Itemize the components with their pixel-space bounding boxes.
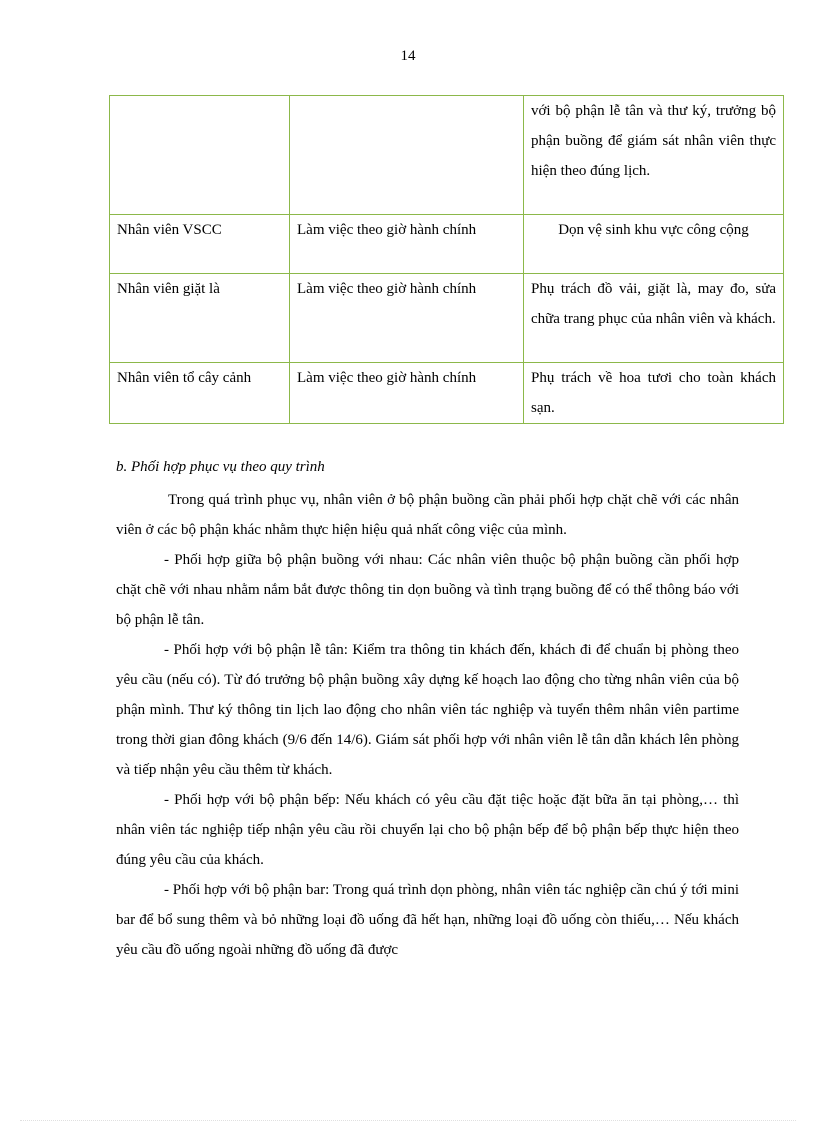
table-row bbox=[110, 96, 784, 215]
role-cell: Nhân viên tổ cây cảnh bbox=[110, 363, 290, 424]
paragraph: - Phối hợp với bộ phận bếp: Nếu khách có yêu cầu đặt tiệc hoặc đặt bữa ăn tại phòng,… thì nhân viên tác nghiệp tiếp nhận yêu cầu rồi chuyển lại cho bộ phận bếp để bộ phận bếp thực hiện theo đúng yêu cầu của khách. bbox=[116, 792, 739, 868]
hours-cell: Làm việc theo giờ hành chính bbox=[290, 363, 524, 424]
hours-cell: Làm việc theo giờ hành chính bbox=[290, 215, 524, 274]
hours-cell bbox=[290, 96, 524, 215]
paragraph: Trong quá trình phục vụ, nhân viên ở bộ phận buồng cần phải phối hợp chặt chẽ với các nhân viên ở các bộ phận khác nhằm thực hiện hiệu quả nhất công việc của mình. bbox=[116, 492, 739, 538]
table-row bbox=[110, 274, 784, 363]
role-cell: Nhân viên giặt là bbox=[110, 274, 290, 363]
section-heading: b. Phối hợp phục vụ theo quy trình bbox=[116, 459, 325, 475]
duty-cell: với bộ phận lễ tân và thư ký, trưởng bộ phận buồng để giám sát nhân viên thực hiện theo đúng lịch. bbox=[524, 96, 784, 215]
page-footer-rule bbox=[20, 1120, 796, 1121]
paragraph: - Phối hợp với bộ phận lễ tân: Kiểm tra thông tin khách đến, khách đi để chuẩn bị phòng theo yêu cầu (nếu có). Từ đó trưởng bộ phận buồng xây dựng kế hoạch lao động cho từng nhân viên của bộ phận mình. Thư ký thông tin lịch lao động cho nhân viên tác nghiệp và tuyển thêm nhân viên partime trong thời gian đông khách (9/6 đến 14/6). Giám sát phối hợp với nhân viên lễ tân dẫn khách lên phòng và tiếp nhận yêu cầu thêm từ khách. bbox=[116, 642, 739, 778]
paragraph: - Phối hợp với bộ phận bar: Trong quá trình dọn phòng, nhân viên tác nghiệp cần chú ý tới mini bar để bổ sung thêm và bỏ những loại đồ uống đã hết hạn, những loại đồ uống còn thiếu,… Nếu khách yêu cầu đồ uống ngoài những đồ uống đã được bbox=[116, 882, 739, 958]
page-number: 14 bbox=[400, 48, 416, 64]
paragraph: - Phối hợp giữa bộ phận buồng với nhau: Các nhân viên thuộc bộ phận buồng cần phối hợp chặt chẽ với nhau nhằm nắm bắt được thông tin dọn buồng và tình trạng buồng để có thể thông báo với bộ phận lễ tân. bbox=[116, 552, 739, 628]
table-row bbox=[110, 215, 784, 274]
duty-cell: Dọn vệ sinh khu vực công cộng bbox=[524, 215, 784, 274]
duty-cell: Phụ trách đồ vải, giặt là, may đo, sửa chữa trang phục của nhân viên và khách. bbox=[524, 274, 784, 363]
table-row bbox=[110, 363, 784, 424]
role-cell bbox=[110, 96, 290, 215]
section-body bbox=[116, 485, 739, 965]
role-cell: Nhân viên VSCC bbox=[110, 215, 290, 274]
staff-duties-table bbox=[109, 95, 784, 424]
hours-cell: Làm việc theo giờ hành chính bbox=[290, 274, 524, 363]
duty-cell: Phụ trách về hoa tươi cho toàn khách sạn. bbox=[524, 363, 784, 424]
